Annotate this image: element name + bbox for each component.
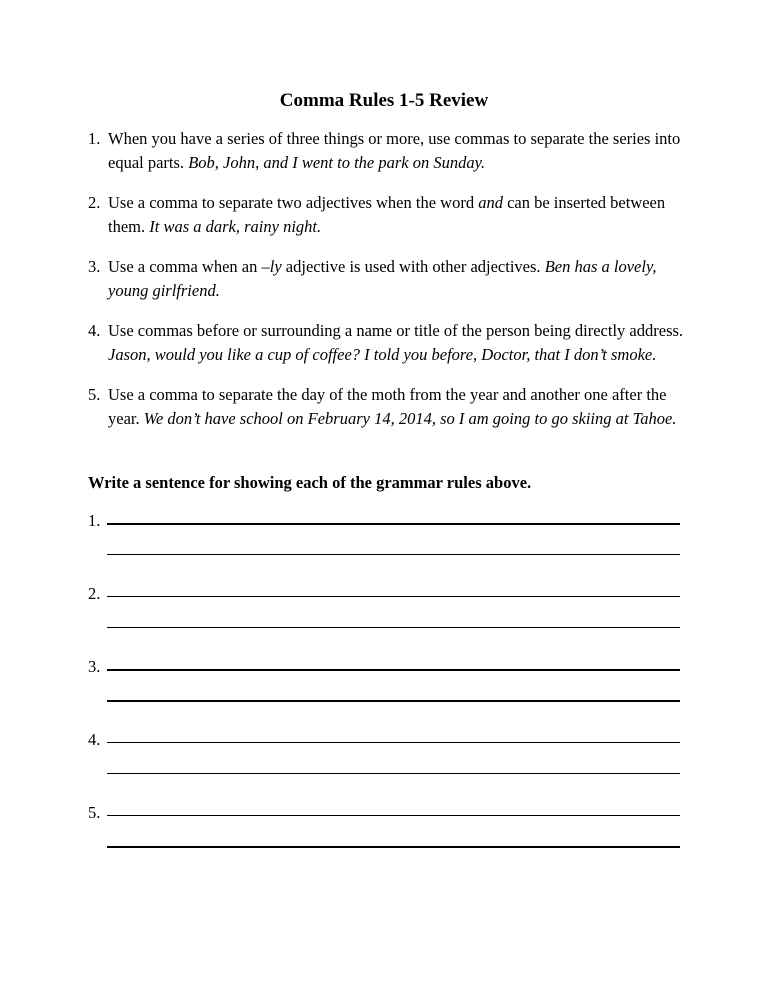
answer-line[interactable] [107,700,680,702]
answer-number: 3. [88,657,101,676]
rule-number: 4. [88,321,101,340]
rule-number: 2. [88,193,101,212]
rule-text: adjective is used with other adjectives. [281,257,545,276]
rule-text: can be inserted between them. [108,193,666,236]
answer-line[interactable] [107,596,680,597]
rule-example: Ben has a lovely, young girlfriend. [108,257,657,300]
rule-2 [88,191,688,239]
answer-line[interactable] [107,815,680,816]
rule-text: Use commas before or surrounding a name or title of the person being directly address. [108,321,684,340]
rule-text: When you have a series of three things or more, use commas to separate the series into equal parts. [108,129,681,172]
instruction-heading: Write a sentence for showing each of the grammar rules above. [88,473,532,492]
rule-example: Bob, John, and I went to the park on Sunday. [188,153,486,172]
answer-line[interactable] [107,554,680,555]
answer-number: 1. [88,511,101,530]
rule-number: 1. [88,129,101,148]
rule-emphasis: –ly [261,257,282,276]
answer-number: 5. [88,803,101,822]
answer-line[interactable] [107,627,680,628]
rule-number: 5. [88,385,101,404]
rule-example: It was a dark, rainy night. [149,217,322,236]
rules-list [88,127,688,447]
rule-1 [88,127,688,175]
answer-line[interactable] [107,846,680,848]
rule-example: Jason, would you like a cup of coffee? I told you before, Doctor, that I don’t smoke. [108,345,657,364]
rule-5 [88,383,688,431]
rule-3 [88,255,688,303]
answer-line[interactable] [107,669,680,671]
answer-number: 4. [88,730,101,749]
rule-number: 3. [88,257,101,276]
answer-line[interactable] [107,773,680,774]
rule-emphasis: and [478,193,503,212]
answer-line[interactable] [107,523,680,525]
answer-line[interactable] [107,742,680,743]
rule-text: Use a comma when an [108,257,262,276]
rule-4 [88,319,688,367]
rule-example: We don’t have school on February 14, 2014, so I am going to go skiing at Tahoe. [143,409,677,428]
answer-number: 2. [88,584,101,603]
page-title: Comma Rules 1-5 Review [279,90,489,111]
rule-text: Use a comma to separate two adjectives when the word [108,193,479,212]
rule-text: Use a comma to separate the day of the moth from the year and another one after the year. [108,385,667,428]
